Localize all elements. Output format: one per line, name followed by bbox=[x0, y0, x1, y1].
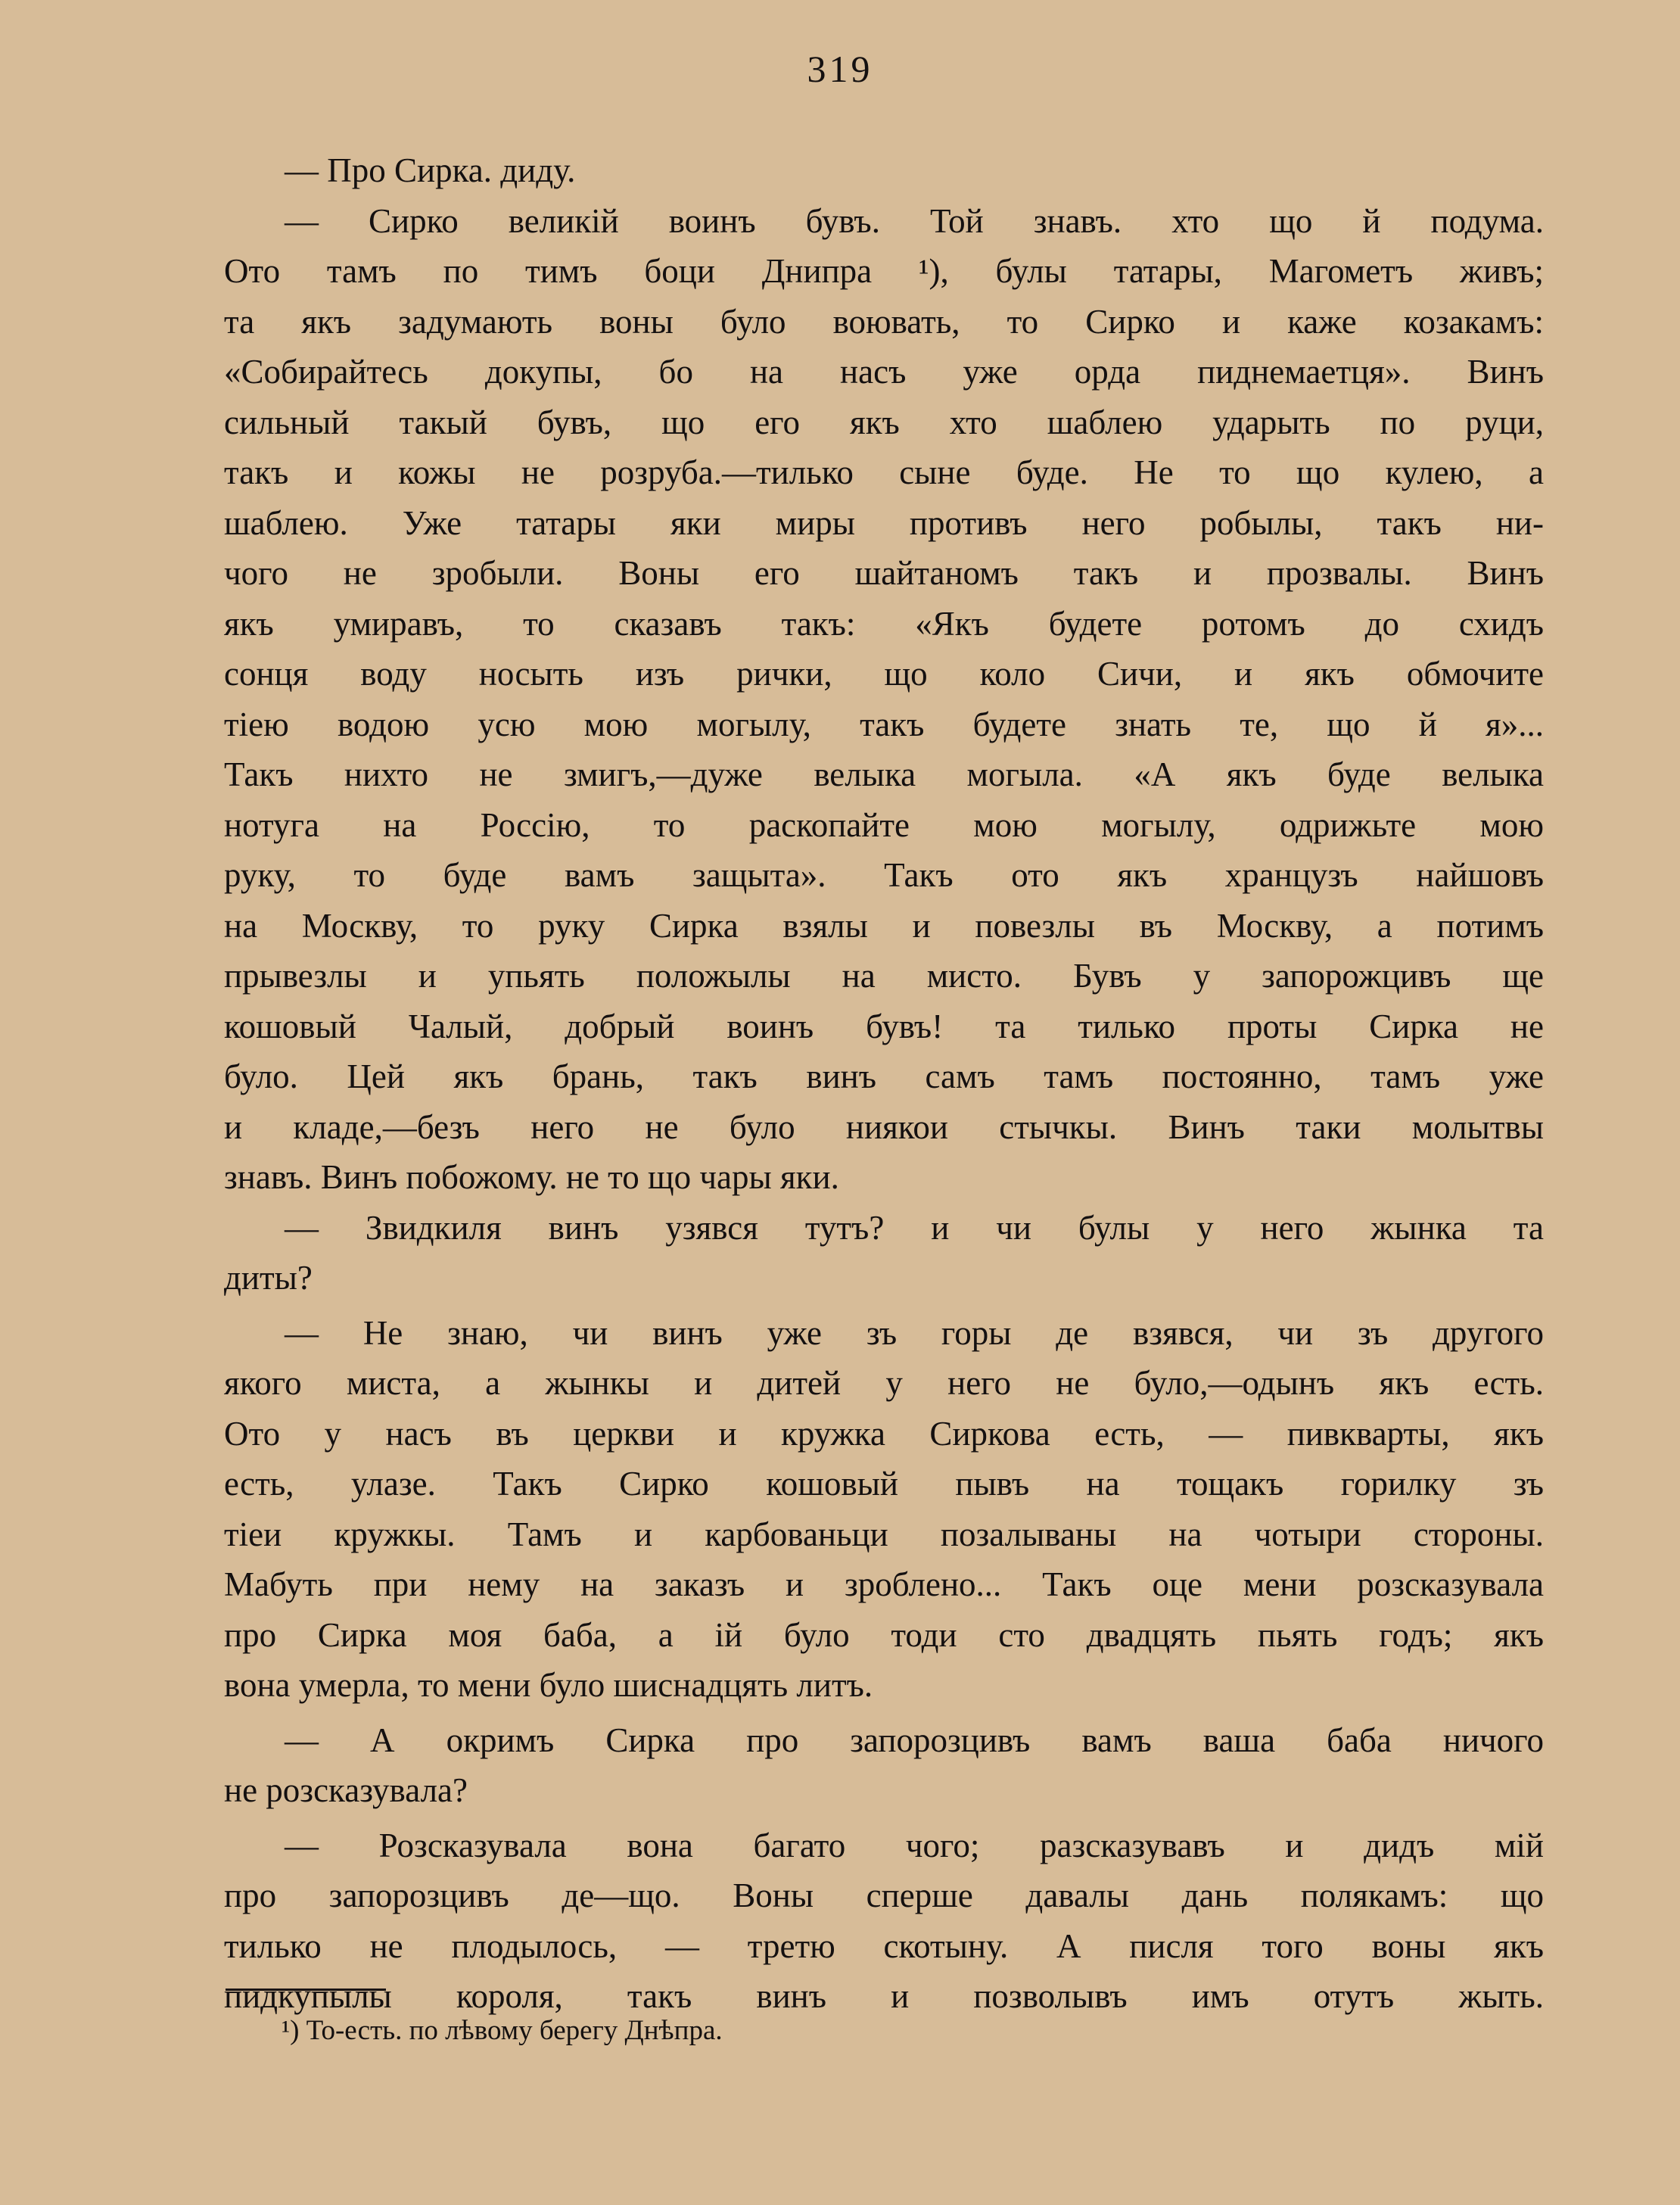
text-line: сильный такый бувъ, що его якъ хто шаблею ударыть по руци, bbox=[224, 403, 1544, 441]
text-line: не розсказувала? bbox=[224, 1771, 468, 1809]
text-line: кошовый Чалый, добрый воинъ бувъ! та тилько проты Сирка не bbox=[224, 1007, 1544, 1045]
text-line: есть, улазе. Такъ Сирко кошовый пывъ на тощакъ горилку зъ bbox=[224, 1465, 1544, 1503]
text-line: Такъ нихто не змигъ,—дуже велыка могыла. «А якъ буде велыка bbox=[224, 755, 1544, 793]
text-line: на Москву, то руку Сирка взялы и повезлы въ Москву, а потимъ bbox=[224, 906, 1544, 945]
text-line: «Собирайтесь докупы, бо на насъ уже орда пиднемаетця». Винъ bbox=[224, 353, 1544, 391]
text-line: та якъ задумають воны було воювать, то Сирко и каже козакамъ: bbox=[224, 302, 1544, 341]
footnote bbox=[282, 2012, 723, 2050]
text-line: прывезлы и упьять положылы на мисто. Бувъ у запорожцивъ ще bbox=[224, 957, 1544, 995]
footnote-marker: ¹) bbox=[282, 2015, 300, 2046]
text-line: — Розсказувала вона багато чого; разсказувавъ и дидъ мій bbox=[285, 1826, 1544, 1864]
text-line: сонця воду носыть изъ рички, що коло Сичи, и якъ обмочите bbox=[224, 655, 1544, 693]
text-line: такъ и кожы не розруба.—тилько сыне буде. Не то що кулею, а bbox=[224, 453, 1544, 491]
text-line: Ото тамъ по тимъ боци Днипра ¹), булы татары, Магометъ живъ; bbox=[224, 252, 1544, 290]
text-line: — А окримъ Сирка про запорозцивъ вамъ ваша баба ничого bbox=[285, 1721, 1544, 1759]
text-line: вона умерла, то мени було шиснадцять литъ. bbox=[224, 1666, 873, 1704]
text-line: було. Цей якъ брань, такъ винъ самъ тамъ постоянно, тамъ уже bbox=[224, 1057, 1544, 1095]
text-line: нотуга на Россію, то раскопайте мою могылу, одрижьте мою bbox=[224, 805, 1544, 844]
text-line: и кладе,—безъ него не було ниякои стычкы. Винъ таки молытвы bbox=[224, 1107, 1544, 1146]
page-number: 319 bbox=[807, 48, 873, 90]
text-line: знавъ. Винъ побожому. не то що чары яки. bbox=[224, 1158, 839, 1196]
footnote-rule bbox=[226, 1989, 386, 1991]
text-line: — Про Сирка. диду. bbox=[285, 151, 576, 189]
text-line: якого миста, а жынкы и дитей у него не було,—одынъ якъ есть. bbox=[224, 1364, 1544, 1402]
footnote-text: То-есть. по лѣвому берегу Днѣпра. bbox=[306, 2015, 723, 2046]
text-line: — Не знаю, чи винъ уже зъ горы де взявся, чи зъ другого bbox=[285, 1313, 1544, 1352]
text-line: Мабуть при нему на заказъ и зроблено... Такъ оце мени розсказувала bbox=[224, 1565, 1544, 1603]
text-line: руку, то буде вамъ защыта». Такъ ото якъ хранцузъ найшовъ bbox=[224, 856, 1544, 894]
text-line: шаблею. Уже татары яки миры противъ него робылы, такъ ни- bbox=[224, 503, 1544, 542]
text-line: тилько не плодылось, — третю скотыну. А писля того воны якъ bbox=[224, 1926, 1544, 1965]
text-line: тіеи кружкы. Тамъ и карбованьци позалываны на чотыри стороны. bbox=[224, 1515, 1544, 1553]
text-line: про запорозцивъ де—що. Воны сперше давалы дань полякамъ: що bbox=[224, 1876, 1544, 1914]
text-line: диты? bbox=[224, 1259, 313, 1297]
text-line: якъ умиравъ, то сказавъ такъ: «Якъ будете ротомъ до схидъ bbox=[224, 604, 1544, 643]
text-line: тіею водою усю мою могылу, такъ будете знать те, що й я»... bbox=[224, 705, 1544, 743]
text-line: пидкупылы короля, такъ винъ и позволывъ имъ отутъ жыть. bbox=[224, 1977, 1544, 2015]
body-text bbox=[224, 145, 1544, 2022]
text-line: про Сирка моя баба, а ій було тоди сто двадцять пьять годъ; якъ bbox=[224, 1615, 1544, 1654]
text-line: — Сирко великій воинъ бувъ. Той знавъ. хто що й подума. bbox=[285, 201, 1544, 240]
text-line: Ото у насъ въ церкви и кружка Сиркова есть, — пивкварты, якъ bbox=[224, 1414, 1544, 1453]
text-line: — Звидкиля винъ узявся тутъ? и чи булы у него жынка та bbox=[285, 1208, 1544, 1247]
text-line: чого не зробыли. Воны его шайтаномъ такъ и прозвалы. Винъ bbox=[224, 554, 1544, 592]
